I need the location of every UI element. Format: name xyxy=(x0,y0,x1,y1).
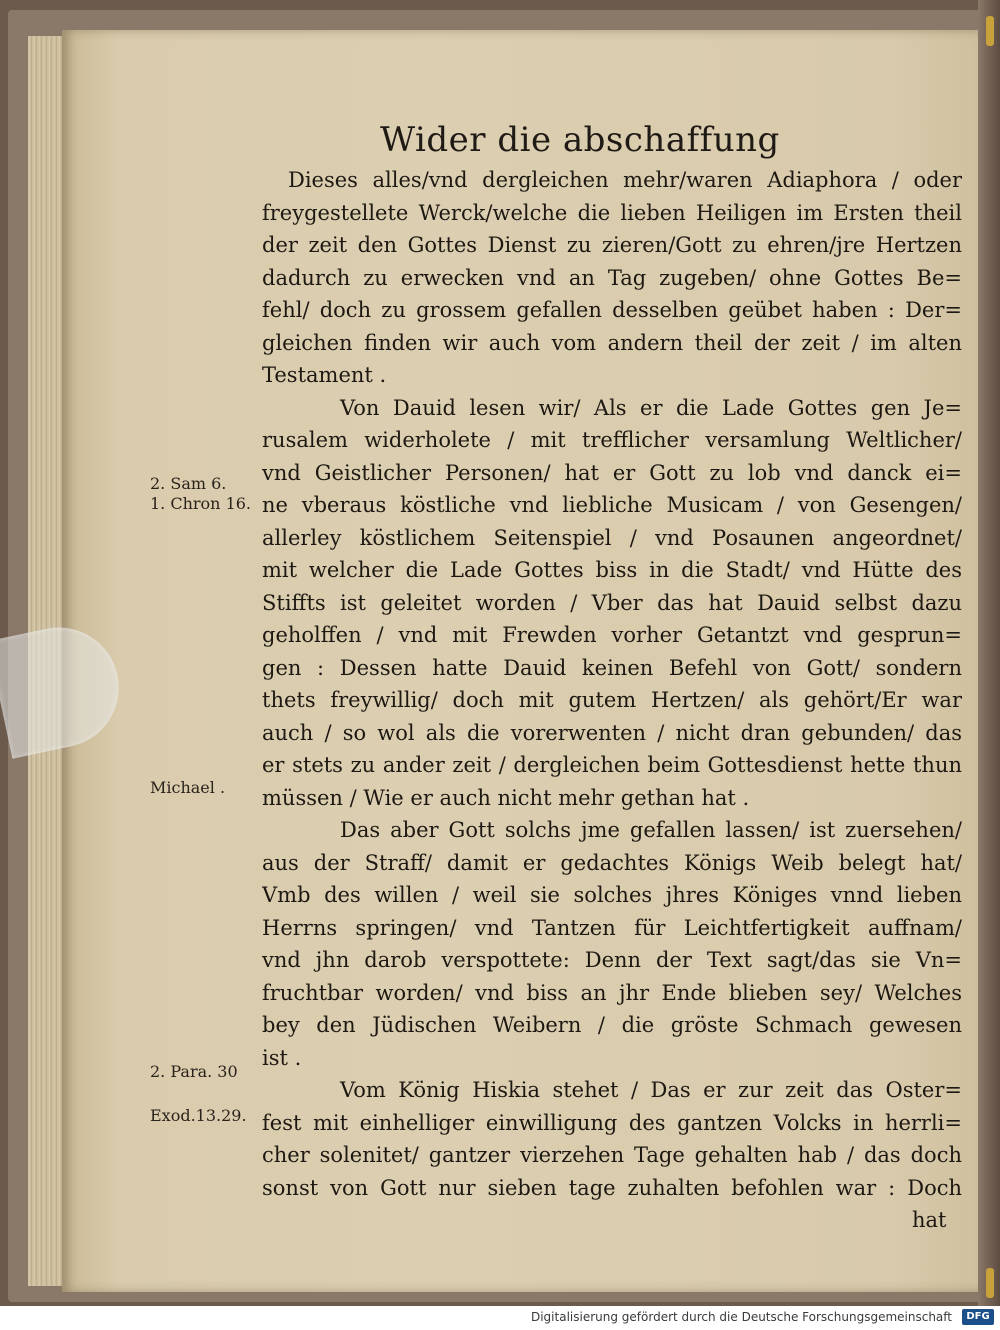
text-line: freygestellete Werck/welche die lieben Heiligen im Ersten theil xyxy=(262,200,962,225)
book-binding xyxy=(978,0,1000,1306)
text-line: rusalem widerholete / mit trefflicher versamlung Weltlicher/ xyxy=(262,428,962,452)
text-line: geholffen / vnd mit Frewden vorher Getantzt vnd gesprun= xyxy=(262,623,962,647)
margin-note: Michael . xyxy=(150,778,226,797)
page-heading: Wider die abschaffung xyxy=(380,120,780,160)
text-line: vnd Geistlicher Personen/ hat er Gott zu lob vnd danck ei= xyxy=(262,460,962,485)
binding-stitch xyxy=(986,1268,994,1298)
text-line: allerley köstlichem Seitenspiel / vnd Posaunen angeordnet/ xyxy=(262,525,962,550)
text-line: er stets zu ander zeit / dergleichen beim Gottesdienst hette thun xyxy=(262,753,962,777)
text-line: fest mit einhelliger einwilligung des gantzen Volcks in herrli= xyxy=(262,1110,962,1135)
text-line: Stiffts ist geleitet worden / Vber das hat Dauid selbst dazu xyxy=(262,590,962,615)
text-line: Testament . xyxy=(262,363,387,387)
text-line: auch / so wol als die vorerwenten / nicht dran gebunden/ das xyxy=(262,720,962,745)
text-line: gen : Dessen hatte Dauid keinen Befehl von Gott/ sondern xyxy=(262,655,962,680)
margin-note: 1. Chron 16. xyxy=(150,494,252,513)
text-line: ne vberaus köstliche vnd liebliche Musicam / von Gesengen/ xyxy=(262,493,962,517)
binding-stitch xyxy=(986,16,994,46)
footer-credit: Digitalisierung gefördert durch die Deutsche Forschungsgemeinschaft xyxy=(530,1310,952,1324)
text-line: thets freywillig/ doch mit gutem Hertzen/ als gehört/Er war xyxy=(262,688,962,712)
text-line: vnd jhn darob verspottete: Denn der Text sagt/das sie Vn= xyxy=(262,948,962,972)
body-text xyxy=(262,164,962,1237)
text-line: gleichen finden wir auch vom andern theil der zeit / im alten xyxy=(262,330,962,355)
text-line: ist . xyxy=(262,1045,302,1070)
margin-note: 2. Sam 6. xyxy=(150,474,227,493)
text-line: cher solenitet/ gantzer vierzehen Tage gehalten hab / das doch xyxy=(262,1143,962,1167)
text-line: aus der Straff/ damit er gedachtes Königs Weib belegt hat/ xyxy=(262,850,962,875)
text-line: Von Dauid lesen wir/ Als er die Lade Gottes gen Je= xyxy=(340,395,962,420)
text-line: der zeit den Gottes Dienst zu zieren/Gott zu ehren/jre Hertzen xyxy=(262,233,962,257)
dfg-logo: DFG xyxy=(962,1309,994,1325)
margin-note: 2. Para. 30 xyxy=(150,1062,238,1081)
text-line: müssen / Wie er auch nicht mehr gethan hat . xyxy=(262,785,750,810)
text-line: sonst von Gott nur sieben tage zuhalten befohlen war : Doch xyxy=(262,1175,962,1200)
margin-note: Exod.13.29. xyxy=(150,1106,247,1125)
text-line: bey den Jüdischen Weibern / die gröste Schmach gewesen xyxy=(262,1013,962,1037)
text-line: Herrns springen/ vnd Tantzen für Leichtfertigkeit auffnam/ xyxy=(262,915,962,940)
text-line: Das aber Gott solchs jme gefallen lassen/ ist zuersehen/ xyxy=(340,818,962,842)
text-line: Vom König Hiskia stehet / Das er zur zeit das Oster= xyxy=(340,1078,962,1102)
text-line: Vmb des willen / weil sie solches jhres Königes vnnd lieben xyxy=(262,883,962,907)
text-line: mit welcher die Lade Gottes biss in die Stadt/ vnd Hütte des xyxy=(262,558,962,582)
text-line: hat xyxy=(912,1208,947,1232)
text-line: fruchtbar worden/ vnd biss an jhr Ende blieben sey/ Welches xyxy=(262,980,962,1005)
text-line: Dieses alles/vnd dergleichen mehr/waren Adiaphora / oder xyxy=(288,168,962,192)
text-line: dadurch zu erwecken vnd an Tag zugeben/ ohne Gottes Be= xyxy=(262,265,962,290)
text-line: fehl/ doch zu grossem gefallen desselben geübet haben : Der= xyxy=(262,298,962,322)
